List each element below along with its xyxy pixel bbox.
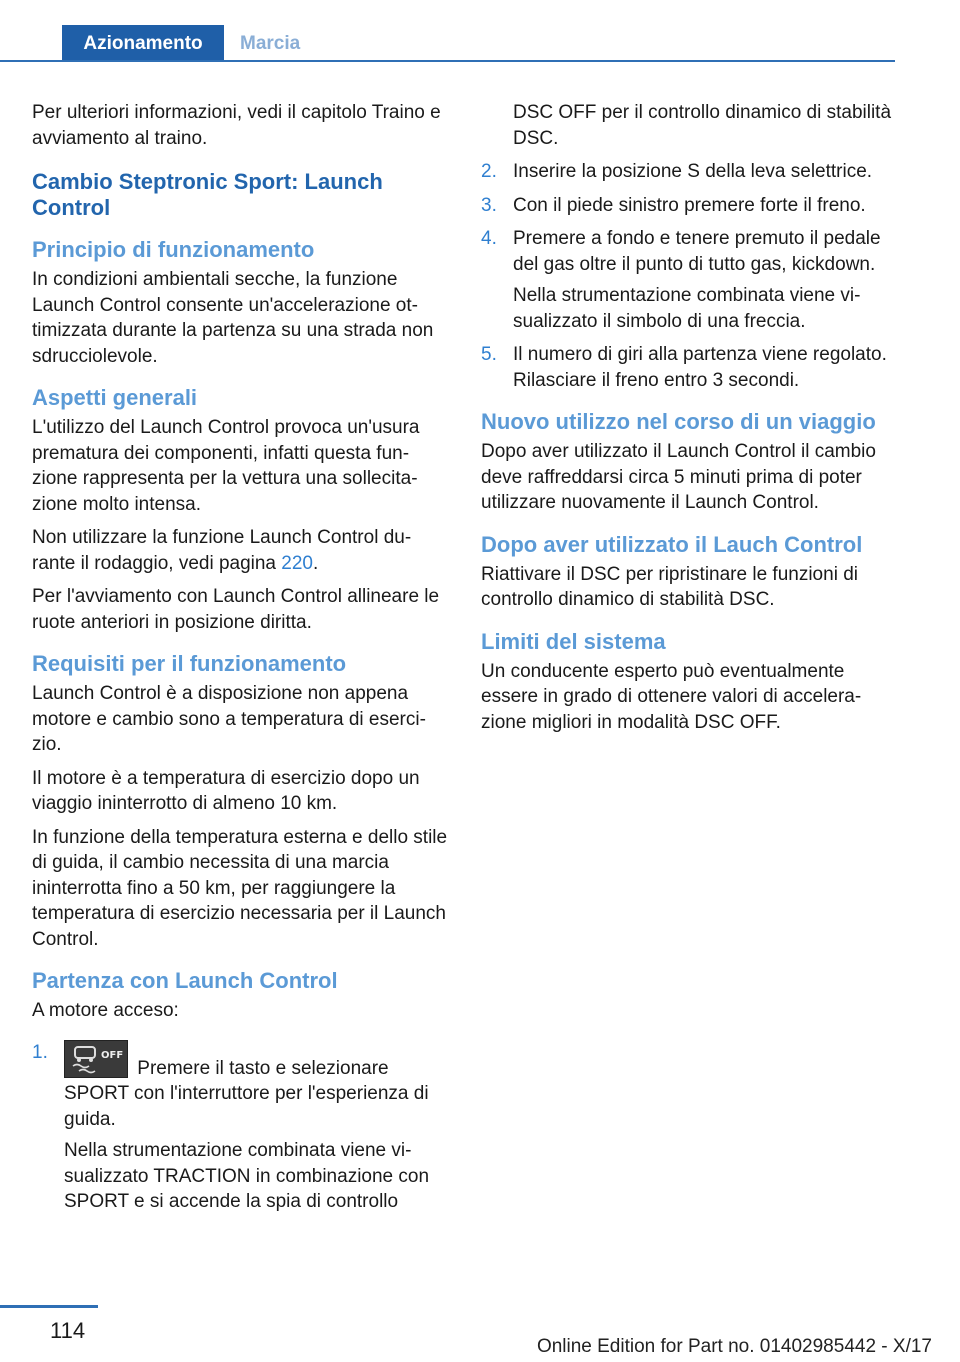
step-text: Inserire la posizione S della leva selettrice.	[513, 161, 873, 182]
edition-note: Online Edition for Part no. 01402985442 - X/17	[536, 1336, 932, 1357]
partenza-paragraph: A motore acceso:	[32, 1000, 179, 1021]
steps-list	[481, 159, 895, 393]
step-5	[481, 342, 895, 393]
dopo-paragraph: Riattivare il DSC per ripristinare le funzioni di controllo dinamico di stabilità DSC.	[481, 563, 858, 610]
intro-paragraph: Per ulteriori informazioni, vedi il capitolo Traino e avviamento al traino.	[32, 102, 441, 149]
step-text: Premere a fondo e tenere premuto il pedale del gas oltre il punto di tutto gas, kickdown.	[513, 228, 881, 275]
step-1	[32, 1040, 448, 1215]
step-text: Il numero di giri alla partenza viene regolato. Rilasciare il freno entro 3 secondi.	[513, 344, 887, 391]
aspetti-period: .	[313, 552, 319, 574]
requisiti-paragraph-2: Il motore è a temperatura di esercizio dopo un viaggio ininterrotto di almeno 10 km.	[32, 767, 420, 814]
nuovo-paragraph: Dopo aver utilizzato il Launch Control il cambio deve raffreddarsi circa 5 minuti prima di poter utilizzare nuovamente il Launch Control.	[481, 441, 876, 513]
aspetti-text: Non utilizzare la funzione Launch Control durante il rodaggio, vedi pagina	[32, 527, 412, 574]
page-number: 114	[50, 1318, 86, 1343]
step1-main-text: Premere il tasto e selezionare SPORT con l'interruttore per l'esperienza di guida.	[64, 1057, 429, 1130]
step-number: 1.	[32, 1041, 48, 1063]
tab-marcia[interactable]: Marcia	[240, 33, 301, 54]
step-sub-text: Nella strumentazione combinata viene visualizzato il simbolo di una freccia.	[513, 285, 861, 332]
header-rule	[0, 60, 895, 62]
step-number: 5.	[481, 344, 497, 365]
step-2	[481, 159, 895, 185]
header-tabs	[0, 25, 895, 62]
tab-azionamento[interactable]: Azionamento	[62, 25, 224, 62]
step-text	[64, 1040, 448, 1133]
step-number: 2.	[481, 161, 497, 182]
subheading-partenza: Partenza con Launch Control	[32, 968, 338, 993]
subheading-aspetti: Aspetti generali	[32, 385, 198, 410]
page-link-220[interactable]: 220	[281, 552, 313, 574]
aspetti-paragraph-1: L'utilizzo del Launch Control provoca un'usura prematura dei componenti, infatti questa funzione rappresenta per la vettura una sollecitazione molto intensa.	[32, 417, 420, 515]
section-heading-launch-control: Cambio Steptronic Sport: Launch Control	[32, 169, 383, 220]
requisiti-paragraph-1: Launch Control è a disposizione non appena motore e cambio sono a temperatura di esercizio.	[32, 683, 426, 755]
step-number: 4.	[481, 228, 497, 249]
step-3	[481, 193, 895, 219]
step-text: Con il piede sinistro premere forte il freno.	[513, 194, 866, 216]
step-4	[481, 226, 895, 334]
left-column	[32, 100, 448, 1223]
right-column	[481, 100, 895, 743]
requisiti-paragraph-3: In funzione della temperatura esterna e dello stile di guida, il cambio necessita di una marcia ininterrotta fino a 50 km, per raggiungere la temperatura di esercizio necessaria per il Launch Control.	[32, 826, 448, 950]
subheading-requisiti: Requisiti per il funzionamento	[32, 651, 347, 676]
step1-continuation: DSC OFF per il controllo dinamico di stabilità DSC.	[513, 102, 892, 149]
step-number: 3.	[481, 194, 497, 216]
subheading-limiti: Limiti del sistema	[481, 628, 666, 654]
aspetti-paragraph-2	[32, 525, 448, 576]
subheading-principio: Principio di funzionamento	[32, 237, 315, 262]
dsc-off-icon	[64, 1040, 128, 1078]
footer-rule	[0, 1305, 98, 1308]
principio-paragraph: In condizioni ambientali secche, la funzione Launch Control consente un'accelerazione ottimizzata durante la partenza su una strada non sdrucciolevole.	[32, 269, 434, 367]
subheading-nuovo: Nuovo utilizzo nel corso di un viaggio	[481, 409, 876, 434]
subheading-dopo: Dopo aver utilizzato il Lauch Control	[481, 531, 863, 557]
limiti-paragraph: Un conducente esperto può eventualmente essere in grado di ottenere valori di accelerazione migliori in modalità DSC OFF.	[481, 660, 862, 733]
step-sub-text: Nella strumentazione combinata viene visualizzato TRACTION in combinazione con SPORT e si accende la spia di controllo	[64, 1140, 430, 1212]
aspetti-paragraph-3: Per l'avviamento con Launch Control allineare le ruote anteriori in posizione diritta.	[32, 586, 440, 633]
icon-off-label: OFF	[101, 1049, 124, 1061]
